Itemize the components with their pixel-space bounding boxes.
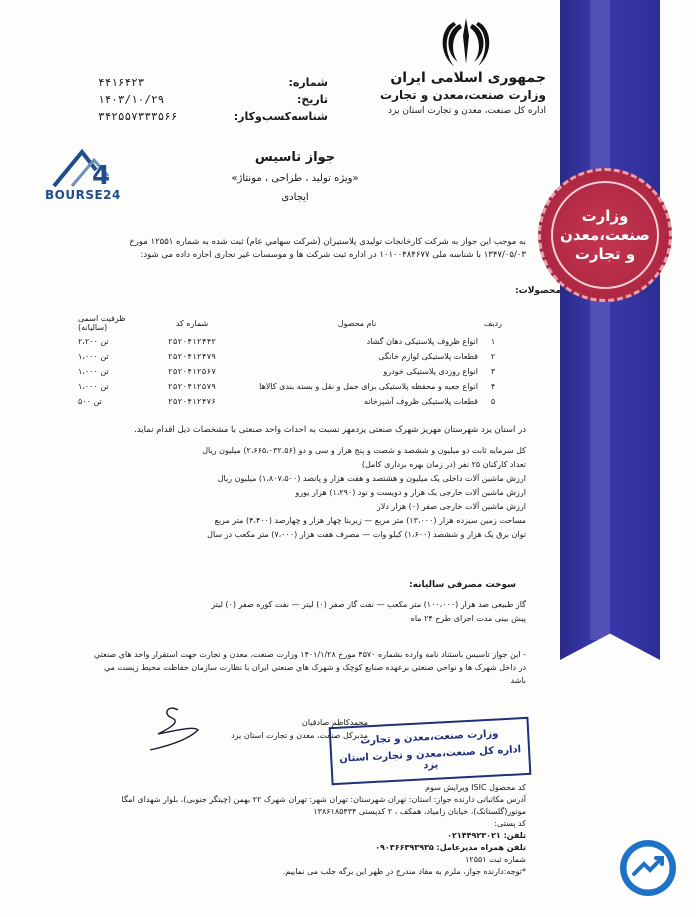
table-row xyxy=(76,394,506,409)
row-num: ۵ xyxy=(490,397,496,406)
spec-item: کل سرمایه ثابت دو میلیون و ششصد و شصت و پنج هزار و سی و دو (۲،۶۶۵،۰۳۲.۵۶) میلیون ریال xyxy=(202,446,526,455)
seal-line-3: و تجارت xyxy=(574,244,636,263)
row-num: ۱ xyxy=(490,337,496,346)
meta-number-row xyxy=(98,74,328,91)
note-line-2: در داخل شهرک ها و نواحي صنعتي برعهده صنايع کوچک و شهرک هاي صنعتي ايران با نظارت سازمان حفاظت محيط زيست مي باشد xyxy=(104,663,526,685)
row-code: ۲۵۲۰۴۱۲۴۴۲ xyxy=(167,337,217,346)
business-id-label: شناسه‌کسب‌وکار: xyxy=(233,110,328,123)
seal-inner xyxy=(551,181,659,289)
fuel-line: گاز طبیعی صد هزار (۱۰۰،۰۰۰) متر مکعب — نفت گاز صفر (۰) لیتر — نفت کوره صفر (۰) لیتر xyxy=(211,600,526,609)
col-row: ردیف xyxy=(484,318,502,328)
spec-item: تعداد کارکنان ۲۵ نفر (در زمان بهره برداری کامل) xyxy=(361,460,526,469)
row-name: انواع ظروف پلاستیکی دهان گشاد xyxy=(366,337,478,346)
seal-line-1: وزارت xyxy=(581,206,629,225)
business-id-value: ۳۴۲۵۵۷۳۳۳۵۶۶ xyxy=(98,110,178,123)
products-label: محصولات: xyxy=(515,286,561,296)
meta-business-id-row xyxy=(98,108,328,125)
address-line-2: موتور(گلستانک)، خیابان زامیاد، همکف ، ۲ کدپستی ۱۳۸۶۱۸۵۴۳۴ xyxy=(313,807,526,816)
date-value: ۱۴۰۳/۱۰/۲۹ xyxy=(98,93,165,106)
address-line-1: آدرس مکاتباتی دارنده جواز: استان: تهران شهرستان: تهران شهر: تهران شهرک ۲۲ بهمن (چیتگر جنوبی)، بلوار شهدای امگا xyxy=(121,795,526,804)
signature-icon xyxy=(138,700,218,760)
logo-text: BOURSE24 xyxy=(45,188,121,202)
row-code: ۲۵۲۰۴۱۲۴۷۹ xyxy=(167,352,217,361)
spec-item: مساحت زمین سیزده هزار (۱۳،۰۰۰) متر مربع — زیربنا چهار هزار و چهارصد (۴،۴۰۰) متر مربع xyxy=(214,516,526,525)
row-name: قطعات پلاستیکی ظروف آشپزخانه xyxy=(363,397,478,406)
row-code: ۲۵۲۰۴۱۲۴۷۶ xyxy=(167,397,217,406)
row-num: ۲ xyxy=(490,352,496,361)
ministry-name: وزارت صنعت،معدن و تجارت xyxy=(380,88,546,102)
col-code: شماره کد xyxy=(175,318,209,328)
document-header xyxy=(380,70,546,116)
spec-item: ارزش ماشین آلات داخلی یک میلیون و هشتصد و هفت هزار و پانصد (۱،۸۰۷،۵۰۰) میلیون ریال xyxy=(217,474,526,483)
seal-line-2: صنعت،معدن xyxy=(560,225,650,244)
fuel-label: سوخت مصرفی سالیانه: xyxy=(409,580,516,590)
phone-number: تلفن: ۰۲۱۴۴۹۲۳۰۲۱ xyxy=(447,831,526,840)
office-name: اداره کل صنعت، معدن و تجارت استان یزد xyxy=(388,106,546,116)
row-capacity: ۱،۰۰۰ تن xyxy=(78,352,109,361)
postal-code-label: کد پستی: xyxy=(494,819,526,828)
title-type: ایجادی xyxy=(281,192,309,203)
intro-line-2: ۱۳۴۷/۰۵/۰۳ با شناسه ملی ۱۰۱۰۰۴۸۴۶۷۷ در اداره ثبت شرکت ها و موسسات غیر تجاری اجازه داده می شود: xyxy=(140,250,526,260)
decorative-ribbon xyxy=(560,0,660,660)
signer-position: مدیرکل صنعت، معدن و تجارت استان یزد xyxy=(231,731,368,740)
location-text: در استان یزد شهرستان مهریز شهرک صنعتی یزدمهر نسبت به احداث واحد صنعتی با مشخصات ذیل اقدام نماید. xyxy=(134,425,526,435)
stamp-line-2: اداره کل صنعت،معدن و تجارت استان یزد xyxy=(338,744,522,772)
row-name: قطعات پلاستیکی لوازم خانگی xyxy=(378,352,478,361)
isic-code: کد محصول ISIC ویرایش سوم xyxy=(425,783,526,792)
ceo-mobile: تلفن همراه مدیرعامل: ۰۹۰۳۶۶۳۹۳۹۳۵ xyxy=(375,843,526,852)
table-row xyxy=(76,334,506,349)
document-meta xyxy=(98,74,328,125)
row-capacity: ۵۰۰ تن xyxy=(78,397,102,406)
watermark-badge-icon xyxy=(620,840,676,896)
official-stamp xyxy=(329,717,532,785)
ribbon-highlight xyxy=(590,0,610,640)
row-capacity: ۱،۰۰۰ تن xyxy=(78,367,109,376)
intro-paragraph xyxy=(86,236,526,262)
spec-item: ارزش ماشین آلات خارجی یک هزار و دویست و نود (۱،۲۹۰) هزار یورو xyxy=(295,488,526,497)
col-name: نام محصول xyxy=(337,318,377,328)
iran-emblem-icon xyxy=(436,16,496,68)
row-capacity: ۱،۰۰۰ تن xyxy=(78,382,109,391)
spec-item: ارزش ماشین آلات خارجی صفر (۰) هزار دلار xyxy=(376,502,526,511)
row-name: انواع روزدی پلاستیکی خودرو xyxy=(383,367,478,376)
registration-number: شماره ثبت ۱۲۵۵۱ xyxy=(465,855,526,864)
row-capacity: ۲،۲۰۰ تن xyxy=(78,337,109,346)
signer-name: محمدکاظم صادقیان xyxy=(301,718,368,727)
row-name: انواع جعبه و محفظه پلاستیکی برای حمل و نقل و بسته بندی کالاها xyxy=(259,382,478,391)
table-row xyxy=(76,379,506,394)
table-row xyxy=(76,349,506,364)
number-label: شماره: xyxy=(288,76,328,89)
title-subtitle: «ویژه تولید ، طراحی ، مونتاژ» xyxy=(231,173,359,184)
intro-line-1: به موجب این جواز به شرکت کارخانجات تولیدی پلاستیران (شرکت سهامي عام) ثبت شده به شماره ۱۲۵۵۱ مورخ xyxy=(129,237,526,247)
row-code: ۲۵۲۰۴۱۲۵۶۷ xyxy=(167,367,217,376)
row-num: ۴ xyxy=(490,382,496,391)
title-main: جواز تاسیس xyxy=(254,150,336,165)
stamp-line-1: وزارت صنعت،معدن و تجارت xyxy=(359,728,499,747)
number-value: ۴۴۱۶۴۲۳ xyxy=(98,76,145,89)
footer-remark: *توجه:دارنده جواز، ملزم به مفاد مندرج در ظهر این برگه جلب می نمایيم. xyxy=(282,867,526,876)
date-label: تاریخ: xyxy=(296,93,328,106)
col-capacity: ظرفیت اسمی (سالیانه) xyxy=(78,314,126,332)
note-line-1: - این جواز تاسیس باستناد نامه وارده بشماره ۴۵۷۰ مورخ ۱۴۰۱/۱/۲۸ وزارت صنعت، معدن و تجارت جهت استقرار واحد هاي صنعتي xyxy=(94,650,526,659)
products-header-row xyxy=(76,312,506,334)
table-row xyxy=(76,364,506,379)
ministry-seal xyxy=(538,168,672,302)
row-num: ۳ xyxy=(490,367,496,376)
spec-item: توان برق یک هزار و ششصد (۱،۶۰۰) کیلو وات — مصرف هفت هزار (۷،۰۰۰) متر مکعب در سال xyxy=(207,530,526,539)
legal-note xyxy=(86,648,526,687)
products-table xyxy=(76,312,506,409)
project-duration: پیش بینی مدت اجرای طرح ۲۴ ماه xyxy=(410,614,526,623)
fuel-details xyxy=(96,600,526,628)
meta-date-row xyxy=(98,91,328,108)
country-name: جمهوری اسلامی ایران xyxy=(390,70,546,86)
specs-list xyxy=(96,446,526,544)
document-footer xyxy=(86,782,526,878)
svg-text:4: 4 xyxy=(92,161,111,191)
row-code: ۲۵۲۰۴۱۲۵۷۹ xyxy=(167,382,217,391)
document-title xyxy=(210,150,380,203)
